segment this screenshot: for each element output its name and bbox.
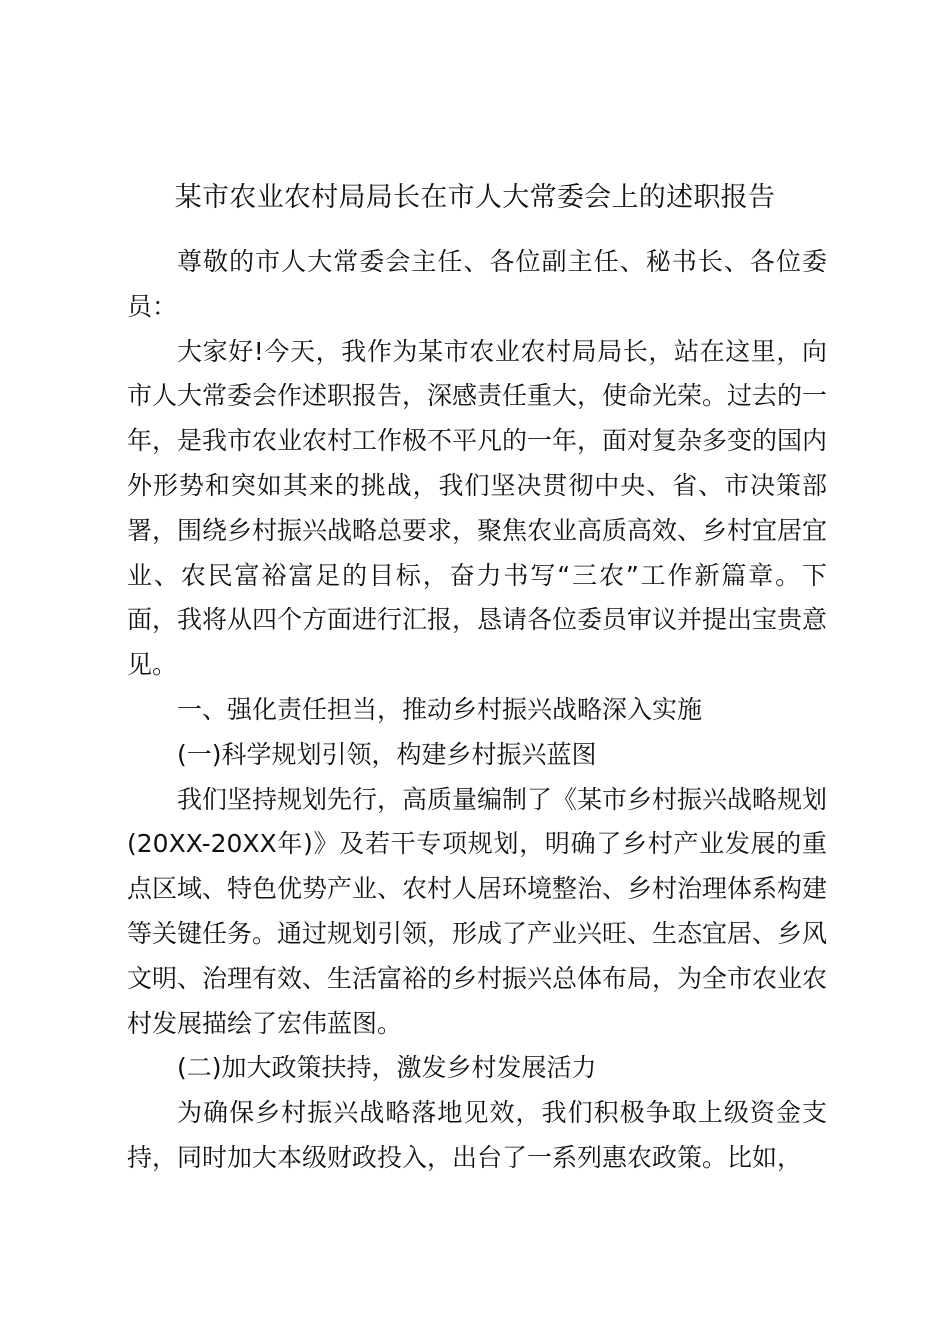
section-1-heading: 一、强化责任担当，推动乡村振兴战略深入实施 <box>177 694 703 724</box>
intro-paragraph: 大家好!今天，我作为某市农业农村局局长，站在这里，向市人大常委会作述职报告，深感责任重大，使命光荣。过去的一年，是我市农业农村工作极不平凡的一年，面对复杂多变的国内外形势和突如其来的挑战，我们坚决贯彻中央、省、市决策部署，围绕乡村振兴战略总要求，聚焦农业高质高效、乡村宜居宜业、农民富裕富足的目标，奋力书写“三农”工作新篇章。下面，我将从四个方面进行汇报，恳请各位委员审议并提出宝贵意见。 <box>127 336 828 680</box>
document-body <box>127 240 827 1181</box>
subsection-1-heading: (一)科学规划引领，构建乡村振兴蓝图 <box>177 739 597 769</box>
subsection-1-paragraph: 我们坚持规划先行，高质量编制了《某市乡村振兴战略规划 (20XX-20XX年)》及若干专项规划，明确了乡村产业发展的重点区域、特色优势产业、农村人居环境整治、乡村治理体系构建等关键任务。通过规划引领，形成了产业兴旺、生态宜居、乡风文明、治理有效、生活富裕的乡村振兴总体布局，为全市农业农村发展描绘了宏伟蓝图。 <box>127 784 828 1038</box>
subsection-2-paragraph: 为确保乡村振兴战略落地见效，我们积极争取上级资金支持，同时加大本级财政投入，出台了一系列惠农政策。比如， <box>127 1098 827 1172</box>
subsection-2-heading: (二)加大政策扶持，激发乡村发展活力 <box>177 1053 597 1083</box>
salutation: 尊敬的市人大常委会主任、各位副主任、秘书长、各位委员： <box>127 247 827 321</box>
document-title: 某市农业农村局局长在市人大常委会上的述职报告 <box>174 182 776 213</box>
